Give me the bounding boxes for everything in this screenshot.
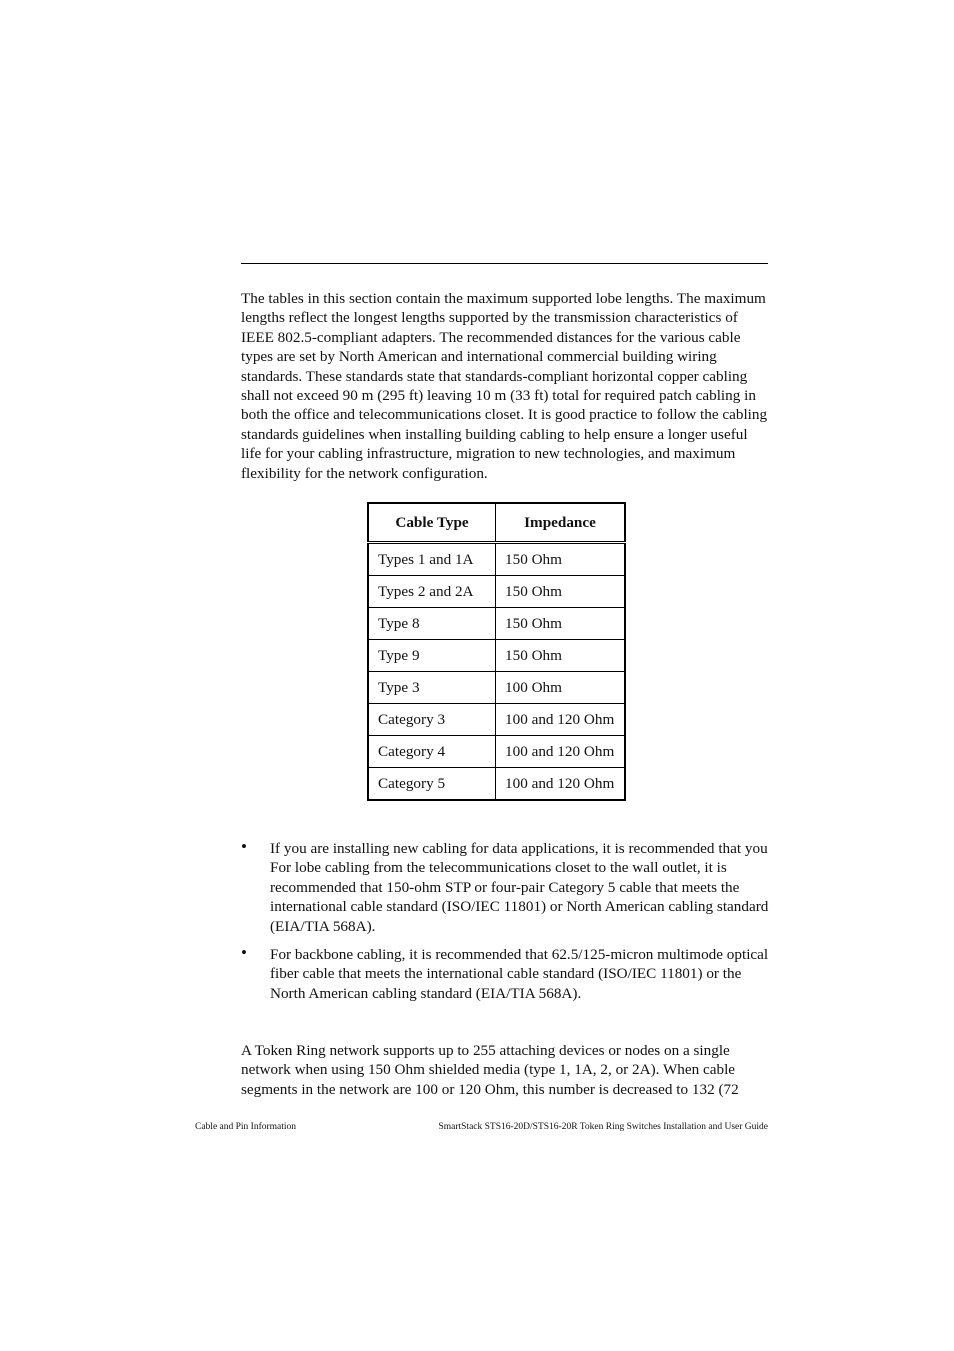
table-row <box>368 704 625 736</box>
impedance-cell: 150 Ohm <box>496 543 626 576</box>
table-row <box>368 672 625 704</box>
cable-type-cell: Types 1 and 1A <box>368 543 496 576</box>
impedance-cell: 100 and 120 Ohm <box>496 768 626 801</box>
cable-type-cell: Types 2 and 2A <box>368 576 496 608</box>
list-item <box>241 945 769 1003</box>
column-header-cable-type: Cable Type <box>368 503 496 543</box>
footer-document-title: SmartStack STS16-20D/STS16-20R Token Ring Switches Installation and User Guide <box>438 1122 768 1132</box>
token-ring-paragraph: A Token Ring network supports up to 255 attaching devices or nodes on a single network when using 150 Ohm shielded media (type 1, 1A, 2, or 2A). When cable segments in the network are 100 or 120 Ohm, this number is decreased to 132 (72 <box>241 1042 739 1098</box>
impedance-cell: 150 Ohm <box>496 608 626 640</box>
table-row <box>368 543 625 576</box>
impedance-cell: 100 Ohm <box>496 672 626 704</box>
table-row <box>368 640 625 672</box>
cable-type-cell: Type 8 <box>368 608 496 640</box>
list-item-text: For backbone cabling, it is recommended that 62.5/125-micron multimode optical fiber cable that meets the international cable standard (ISO/IEC 11801) or the North American cabling standard (EIA/TIA 568A). <box>270 946 769 1002</box>
impedance-cell: 100 and 120 Ohm <box>496 736 626 768</box>
table-row <box>368 576 625 608</box>
table-row <box>368 608 625 640</box>
cable-type-cell: Category 5 <box>368 768 496 801</box>
column-header-impedance: Impedance <box>496 503 626 543</box>
list-item <box>241 839 769 936</box>
list-item-text: If you are installing new cabling for data applications, it is recommended that you For lobe cabling from the telecommunications closet to the wall outlet, it is recommended that 150-ohm STP or four-pair Category 5 cable that meets the international cable standard (ISO/IEC 11801) or North American cabling standard (EIA/TIA 568A). <box>270 840 769 935</box>
cable-type-cell: Category 3 <box>368 704 496 736</box>
bullet-icon: • <box>241 837 247 856</box>
recommendation-list <box>241 839 769 1012</box>
impedance-cell: 100 and 120 Ohm <box>496 704 626 736</box>
section-rule <box>241 263 768 264</box>
impedance-cell: 150 Ohm <box>496 640 626 672</box>
bullet-icon: • <box>241 943 247 963</box>
cable-type-cell: Category 4 <box>368 736 496 768</box>
table-row <box>368 736 625 768</box>
cable-type-cell: Type 3 <box>368 672 496 704</box>
impedance-cell: 150 Ohm <box>496 576 626 608</box>
cable-type-cell: Type 9 <box>368 640 496 672</box>
table-header-row <box>368 503 625 543</box>
table-row <box>368 768 625 801</box>
intro-paragraph: The tables in this section contain the maximum supported lobe lengths. The maximum lengths reflect the longest lengths supported by the transmission characteristics of IEEE 802.5-compliant adapters. The recommended distances for the various cable types are set by North American and international commercial building wiring standards. These standards state that standards-compliant horizontal copper cabling shall not exceed 90 m (295 ft) leaving 10 m (33 ft) total for required patch cabling in both the office and telecommunications closet. It is good practice to follow the cabling standards guidelines when installing building cabling to help ensure a longer useful life for your cabling infrastructure, migration to new technologies, and maximum flexibility for the network configuration. <box>241 290 768 482</box>
footer-section-title: Cable and Pin Information <box>195 1122 297 1132</box>
cable-impedance-table <box>367 502 626 801</box>
